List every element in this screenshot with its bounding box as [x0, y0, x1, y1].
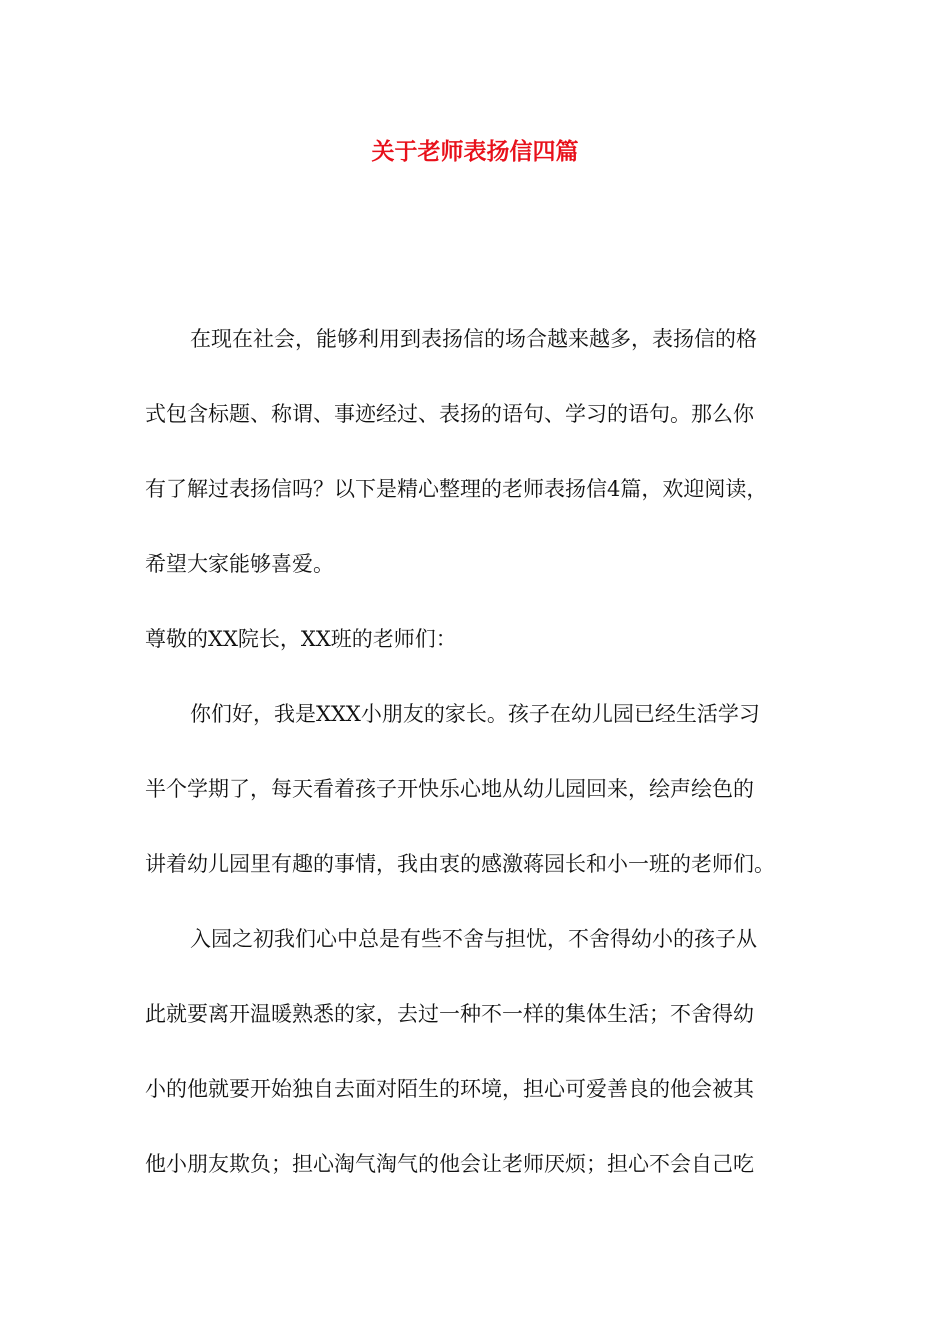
paragraph-line: 半个学期了，每天看着孩子开快乐心地从幼儿园回来，绘声绘色的 — [145, 777, 754, 801]
paragraph-line: 式包含标题、称谓、事迹经过、表扬的语句、学习的语句。那么你 — [145, 402, 754, 426]
salutation-line: 尊敬的XX院长，XX班的老师们： — [145, 627, 457, 651]
paragraph-line: 入园之初我们心中总是有些不舍与担忧，不舍得幼小的孩子从 — [190, 927, 757, 951]
paragraph-line: 在现在社会，能够利用到表扬信的场合越来越多，表扬信的格 — [190, 327, 757, 351]
paragraph-line: 小的他就要开始独自去面对陌生的环境，担心可爱善良的他会被其 — [145, 1077, 754, 1101]
paragraph-line: 他小朋友欺负；担心淘气淘气的他会让老师厌烦；担心不会自己吃 — [145, 1152, 754, 1176]
document-title: 关于老师表扬信四篇 — [371, 138, 579, 165]
paragraph-line: 希望大家能够喜爱。 — [145, 552, 334, 576]
paragraph-line: 讲着幼儿园里有趣的事情，我由衷的感激蒋园长和小一班的老师们。 — [145, 852, 775, 876]
paragraph-line: 此就要离开温暖熟悉的家，去过一种不一样的集体生活；不舍得幼 — [145, 1002, 754, 1026]
paragraph-line: 你们好，我是XXX小朋友的家长。孩子在幼儿园已经生活学习 — [190, 702, 760, 726]
paragraph-line: 有了解过表扬信吗？以下是精心整理的老师表扬信4篇，欢迎阅读， — [145, 477, 768, 501]
